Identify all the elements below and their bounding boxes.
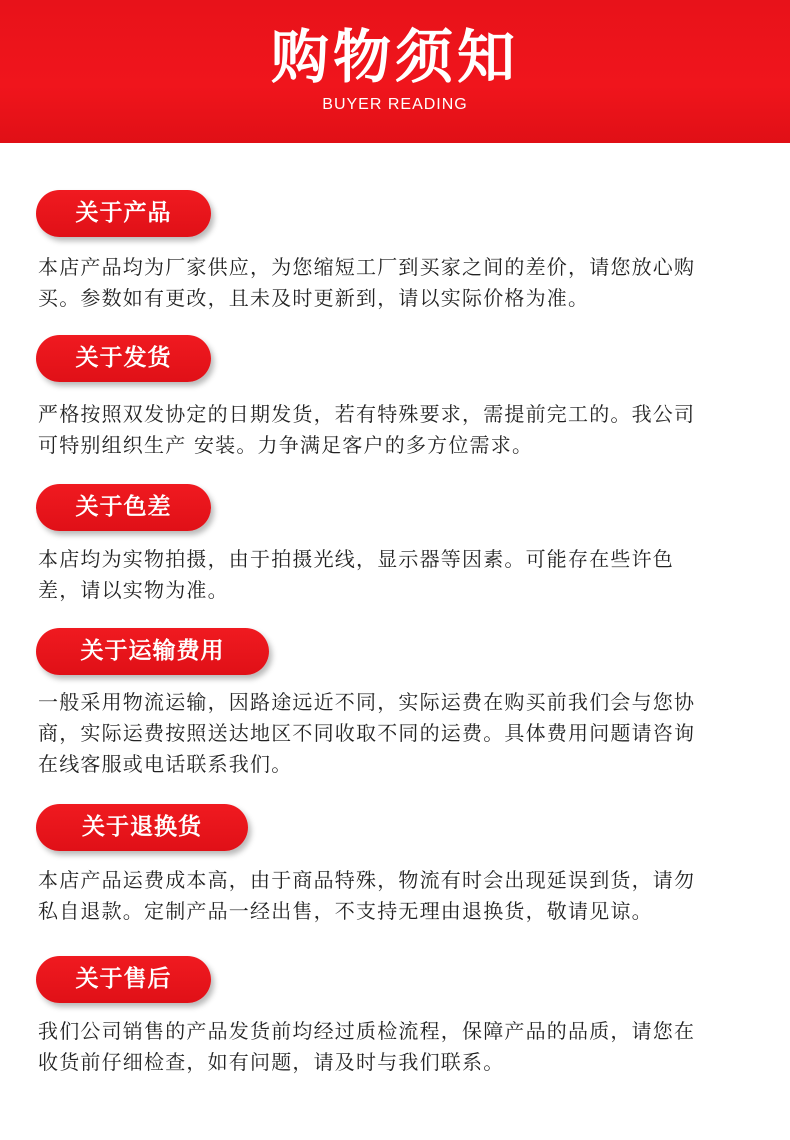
section-text: 一般采用物流运输，因路途远近不同，实际运费在购买前我们会与您协 商，实际运费按照送达地区不同收取不同的运费。具体费用问题请咨询 在线客服或电话联系我们。 — [38, 690, 696, 776]
section-heading: 关于色差 — [36, 484, 211, 531]
section-heading: 关于运输费用 — [36, 628, 269, 675]
header-banner — [0, 0, 790, 143]
section-text: 本店均为实物拍摄，由于拍摄光线，显示器等因素。可能存在些许色 差，请以实物为准。 — [38, 547, 674, 602]
section-heading: 关于售后 — [36, 956, 211, 1003]
section-heading: 关于退换货 — [36, 804, 248, 851]
section-text: 本店产品均为厂家供应，为您缩短工厂到买家之间的差价，请您放心购 买。参数如有更改，且未及时更新到，请以实际价格为准。 — [38, 255, 696, 310]
page-title: 购物须知 — [270, 23, 519, 91]
section-text: 本店产品运费成本高，由于商品特殊，物流有时会出现延误到货，请勿 私自退款。定制产品一经出售，不支持无理由退换货，敬请见谅。 — [38, 868, 696, 923]
page-subtitle: BUYER READING — [322, 96, 468, 113]
section-text: 我们公司销售的产品发货前均经过质检流程，保障产品的品质，请您在 收货前仔细检查，如有问题，请及时与我们联系。 — [38, 1019, 696, 1074]
section-heading: 关于产品 — [36, 190, 211, 237]
section-text: 严格按照双发协定的日期发货，若有特殊要求，需提前完工的。我公司 可特别组织生产 安装。力争满足客户的多方位需求。 — [38, 402, 696, 457]
section-heading: 关于发货 — [36, 335, 211, 382]
